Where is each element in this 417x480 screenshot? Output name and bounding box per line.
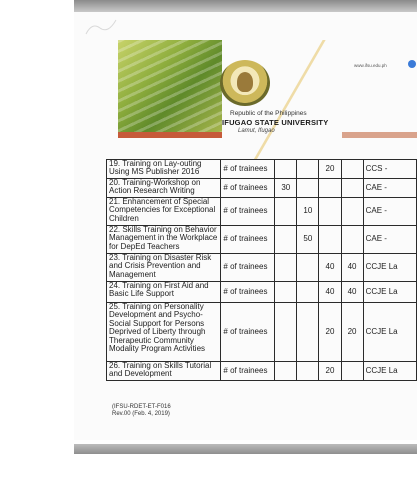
target-q4: 40 bbox=[341, 282, 363, 303]
pen-mark-icon bbox=[82, 14, 122, 44]
target-q3: 40 bbox=[319, 254, 341, 282]
target-q3 bbox=[319, 226, 341, 254]
indicator-cell: # of trainees bbox=[221, 303, 275, 362]
letterhead-stripe-right bbox=[342, 132, 417, 138]
training-table bbox=[106, 159, 417, 381]
scan-top-edge bbox=[74, 0, 417, 12]
indicator-cell: # of trainees bbox=[221, 254, 275, 282]
scan-bottom-edge bbox=[74, 444, 417, 454]
university-name: IFUGAO STATE UNIVERSITY bbox=[222, 118, 329, 127]
university-seal-icon bbox=[220, 60, 270, 106]
responsible-cell: CAE - bbox=[363, 226, 416, 254]
responsible-cell: CCJE La bbox=[363, 303, 416, 362]
responsible-cell: CCJE La bbox=[363, 362, 416, 381]
republic-text: Republic of the Philippines bbox=[230, 110, 307, 117]
activity-cell: 22. Skills Training on Behavior Management in the Workplace for DepEd Teachers bbox=[107, 226, 221, 254]
target-q3: 20 bbox=[319, 160, 341, 179]
target-q4 bbox=[341, 226, 363, 254]
table-row bbox=[107, 303, 417, 362]
target-q4: 40 bbox=[341, 254, 363, 282]
target-q2 bbox=[297, 362, 319, 381]
target-q1 bbox=[275, 198, 297, 226]
letterhead bbox=[118, 40, 417, 150]
table-row bbox=[107, 254, 417, 282]
target-q2 bbox=[297, 254, 319, 282]
rice-terraces-image bbox=[118, 40, 222, 134]
target-q4 bbox=[341, 362, 363, 381]
target-q2: 50 bbox=[297, 226, 319, 254]
indicator-cell: # of trainees bbox=[221, 282, 275, 303]
target-q1 bbox=[275, 254, 297, 282]
table-row bbox=[107, 226, 417, 254]
target-q4 bbox=[341, 179, 363, 198]
target-q1 bbox=[275, 226, 297, 254]
target-q2 bbox=[297, 282, 319, 303]
globe-icon bbox=[408, 60, 416, 68]
responsible-cell: CCJE La bbox=[363, 254, 416, 282]
target-q2 bbox=[297, 179, 319, 198]
target-q2: 10 bbox=[297, 198, 319, 226]
target-q1: 30 bbox=[275, 179, 297, 198]
table-row bbox=[107, 362, 417, 381]
activity-cell: 20. Training-Workshop on Action Research Writing bbox=[107, 179, 221, 198]
target-q3: 20 bbox=[319, 362, 341, 381]
website-text: www.ifsu.edu.ph bbox=[354, 63, 387, 68]
table-row bbox=[107, 160, 417, 179]
indicator-cell: # of trainees bbox=[221, 362, 275, 381]
target-q3: 20 bbox=[319, 303, 341, 362]
target-q1 bbox=[275, 160, 297, 179]
letterhead-stripe-left bbox=[118, 132, 222, 138]
indicator-cell: # of trainees bbox=[221, 160, 275, 179]
activity-cell: 24. Training on First Aid and Basic Life Support bbox=[107, 282, 221, 303]
indicator-cell: # of trainees bbox=[221, 198, 275, 226]
activity-cell: 21. Enhancement of Special Competencies for Exceptional Children bbox=[107, 198, 221, 226]
form-code: (IFSU-RDET-ET-F016 bbox=[112, 404, 171, 410]
target-q1 bbox=[275, 282, 297, 303]
target-q1 bbox=[275, 303, 297, 362]
form-footer bbox=[112, 404, 171, 418]
table-row bbox=[107, 282, 417, 303]
table-row bbox=[107, 198, 417, 226]
target-q2 bbox=[297, 160, 319, 179]
table-row bbox=[107, 179, 417, 198]
indicator-cell: # of trainees bbox=[221, 226, 275, 254]
town-text: Lamut, Ifugao bbox=[238, 128, 275, 134]
target-q1 bbox=[275, 362, 297, 381]
activity-cell: 26. Training on Skills Tutorial and Development bbox=[107, 362, 221, 381]
target-q4 bbox=[341, 198, 363, 226]
target-q2 bbox=[297, 303, 319, 362]
responsible-cell: CCS - bbox=[363, 160, 416, 179]
activity-cell: 25. Training on Personality Development and Psycho-Social Support for Persons Deprived of Liberty through Therapeutic Community Modality Program Activities bbox=[107, 303, 221, 362]
form-revision: Rev.00 (Feb. 4, 2019) bbox=[112, 411, 170, 417]
indicator-cell: # of trainees bbox=[221, 179, 275, 198]
activity-cell: 23. Training on Disaster Risk and Crisis Prevention and Management bbox=[107, 254, 221, 282]
responsible-cell: CAE - bbox=[363, 198, 416, 226]
target-q3 bbox=[319, 198, 341, 226]
letterhead-diagonal bbox=[253, 40, 365, 160]
responsible-cell: CCJE La bbox=[363, 282, 416, 303]
responsible-cell: CAE - bbox=[363, 179, 416, 198]
target-q3: 40 bbox=[319, 282, 341, 303]
target-q3 bbox=[319, 179, 341, 198]
target-q4: 20 bbox=[341, 303, 363, 362]
target-q4 bbox=[341, 160, 363, 179]
activity-cell: 19. Training on Lay-outing Using MS Publisher 2016 bbox=[107, 160, 221, 179]
